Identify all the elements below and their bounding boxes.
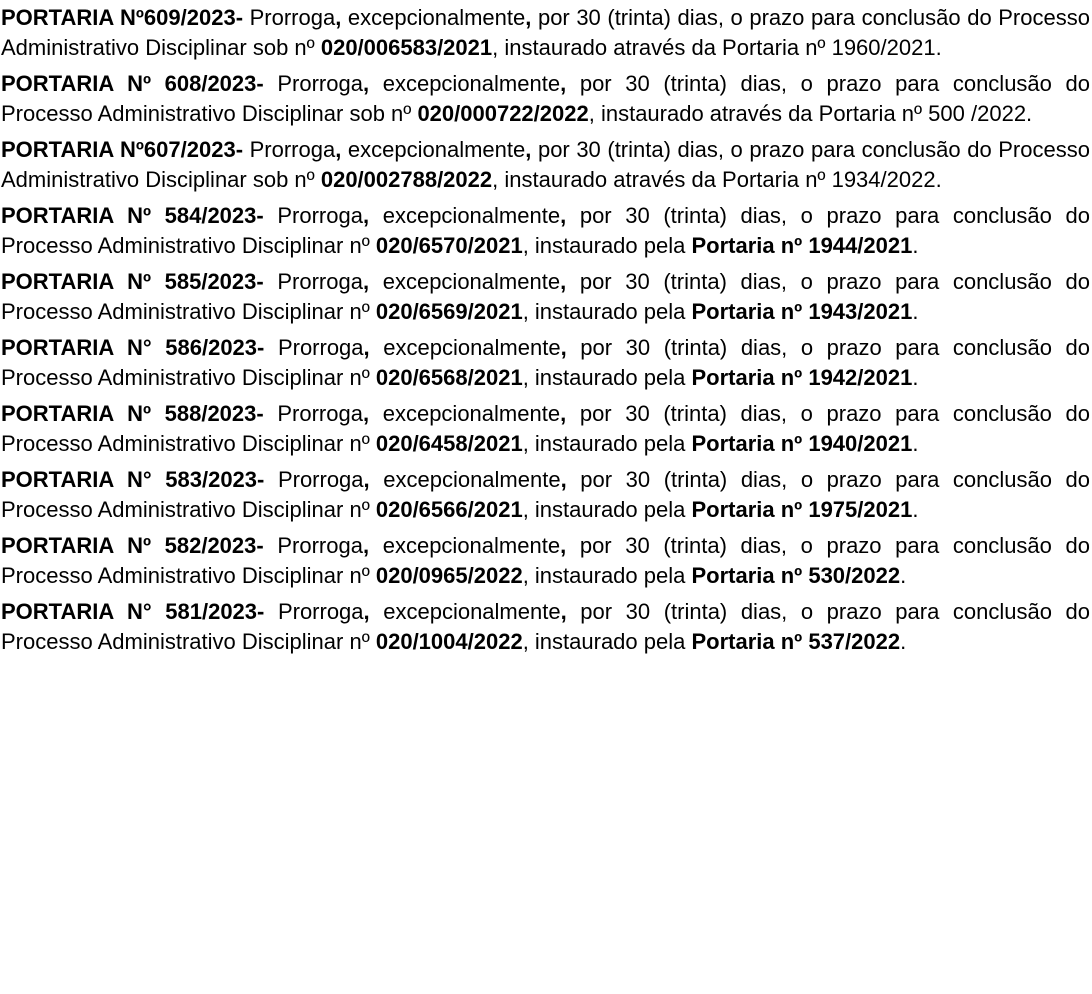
process-number: 020/006583/2021 [320, 35, 493, 60]
entry-text: por 30 (trinta) dias, o prazo para conclusão do Processo Administrativo Disciplinar nº [1, 203, 1090, 258]
entry-text: , instaurado através da Portaria nº 1960/2021. [492, 35, 942, 60]
portaria-reference: Portaria nº 1942/2021 [691, 365, 913, 390]
punctuation: , [560, 401, 567, 426]
punctuation: , [362, 203, 370, 228]
process-number: 020/6569/2021 [375, 299, 523, 324]
process-number: 020/002788/2022 [320, 167, 493, 192]
portaria-entry [1, 399, 1090, 459]
portaria-entry [1, 135, 1090, 195]
entry-text: , instaurado pela [522, 233, 686, 258]
punctuation: , [525, 5, 532, 30]
entry-text: excepcionalmente [383, 599, 561, 624]
punctuation: , [560, 335, 567, 360]
entry-text: Prorroga [249, 137, 336, 162]
punctuation: . [900, 629, 907, 654]
punctuation: , [560, 71, 567, 96]
process-number: 020/6566/2021 [375, 497, 523, 522]
entry-text: excepcionalmente [347, 5, 526, 30]
portaria-number: PORTARIA Nº609/2023- [1, 5, 244, 30]
entry-text: Prorroga [277, 203, 363, 228]
entry-text: , instaurado pela [522, 563, 686, 588]
punctuation: , [525, 137, 532, 162]
entry-text: excepcionalmente [383, 335, 561, 360]
punctuation: . [912, 497, 919, 522]
entry-text: excepcionalmente [382, 533, 561, 558]
portaria-number: PORTARIA Nº 588/2023- [1, 401, 264, 426]
entry-text: Prorroga [277, 533, 363, 558]
portaria-entry [1, 3, 1090, 63]
portaria-entry [1, 333, 1090, 393]
punctuation: , [335, 137, 342, 162]
portaria-number: PORTARIA Nº607/2023- [1, 137, 244, 162]
entry-text: , instaurado pela [522, 299, 686, 324]
portaria-reference: Portaria nº 1940/2021 [691, 431, 913, 456]
process-number: 020/6570/2021 [375, 233, 523, 258]
entry-text: por 30 (trinta) dias, o prazo para conclusão do Processo Administrativo Disciplinar nº [1, 401, 1090, 456]
entry-text: por 30 (trinta) dias, o prazo para conclusão do Processo Administrativo Disciplinar sob nº [1, 5, 1090, 60]
punctuation: . [912, 299, 919, 324]
portaria-reference: Portaria nº 537/2022 [691, 629, 901, 654]
entry-text: excepcionalmente [347, 137, 526, 162]
entry-text: Prorroga [277, 467, 364, 492]
process-number: 020/1004/2022 [375, 629, 523, 654]
portaria-reference: Portaria nº 1975/2021 [691, 497, 913, 522]
entry-text: Prorroga [277, 599, 364, 624]
punctuation: , [335, 5, 342, 30]
entry-text: por 30 (trinta) dias, o prazo para conclusão do Processo Administrativo Disciplinar nº [1, 335, 1090, 390]
portaria-number: PORTARIA Nº 608/2023- [1, 71, 264, 96]
entry-text: por 30 (trinta) dias, o prazo para conclusão do Processo Administrativo Disciplinar nº [1, 269, 1090, 324]
portaria-number: PORTARIA Nº 582/2023- [1, 533, 264, 558]
process-number: 020/000722/2022 [417, 101, 589, 126]
portaria-entry [1, 201, 1090, 261]
punctuation: , [363, 599, 370, 624]
process-number: 020/6458/2021 [375, 431, 523, 456]
punctuation: . [912, 431, 919, 456]
process-number: 020/6568/2021 [375, 365, 523, 390]
entry-text: , instaurado pela [522, 629, 686, 654]
punctuation: , [362, 401, 370, 426]
portaria-entry [1, 465, 1090, 525]
entry-text: , instaurado pela [522, 431, 686, 456]
punctuation: . [912, 233, 919, 258]
entry-text: por 30 (trinta) dias, o prazo para conclusão do Processo Administrativo Disciplinar nº [1, 467, 1090, 522]
portaria-number: PORTARIA N° 586/2023- [1, 335, 265, 360]
entry-text: , instaurado pela [522, 497, 686, 522]
portaria-entry [1, 531, 1090, 591]
punctuation: , [362, 269, 370, 294]
portaria-entry [1, 267, 1090, 327]
portaria-reference: Portaria nº 1943/2021 [691, 299, 913, 324]
entry-text: Prorroga [277, 335, 364, 360]
portaria-entry [1, 597, 1090, 657]
punctuation: . [900, 563, 907, 588]
entry-text: , instaurado pela [522, 365, 686, 390]
punctuation: , [363, 467, 370, 492]
portaria-reference: Portaria nº 530/2022 [691, 563, 901, 588]
entry-text: Prorroga [249, 5, 336, 30]
entry-text: , instaurado através da Portaria nº 500 /2022. [588, 101, 1033, 126]
entry-text: excepcionalmente [382, 203, 561, 228]
entry-text: excepcionalmente [383, 467, 561, 492]
punctuation: . [912, 365, 919, 390]
punctuation: , [560, 467, 567, 492]
punctuation: , [362, 533, 370, 558]
entry-text: Prorroga [277, 401, 363, 426]
portaria-number: PORTARIA N° 581/2023- [1, 599, 265, 624]
entry-text: Prorroga [277, 269, 363, 294]
punctuation: , [363, 335, 370, 360]
portaria-number: PORTARIA Nº 584/2023- [1, 203, 264, 228]
entry-text: excepcionalmente [382, 401, 561, 426]
punctuation: , [362, 71, 370, 96]
portaria-entry [1, 69, 1090, 129]
entry-text: por 30 (trinta) dias, o prazo para conclusão do Processo Administrativo Disciplinar sob nº [1, 137, 1090, 192]
entry-text: , instaurado através da Portaria nº 1934/2022. [492, 167, 942, 192]
punctuation: , [560, 599, 567, 624]
process-number: 020/0965/2022 [375, 563, 523, 588]
entry-text: Prorroga [277, 71, 363, 96]
punctuation: , [560, 269, 567, 294]
punctuation: , [560, 203, 567, 228]
portaria-number: PORTARIA Nº 585/2023- [1, 269, 264, 294]
portaria-reference: Portaria nº 1944/2021 [691, 233, 913, 258]
portaria-number: PORTARIA N° 583/2023- [1, 467, 265, 492]
entry-text: excepcionalmente [382, 71, 561, 96]
entry-text: por 30 (trinta) dias, o prazo para conclusão do Processo Administrativo Disciplinar sob nº [1, 71, 1090, 126]
punctuation: , [560, 533, 567, 558]
entry-text: por 30 (trinta) dias, o prazo para conclusão do Processo Administrativo Disciplinar nº [1, 599, 1090, 654]
entry-text: por 30 (trinta) dias, o prazo para conclusão do Processo Administrativo Disciplinar nº [1, 533, 1090, 588]
entry-text: excepcionalmente [382, 269, 561, 294]
